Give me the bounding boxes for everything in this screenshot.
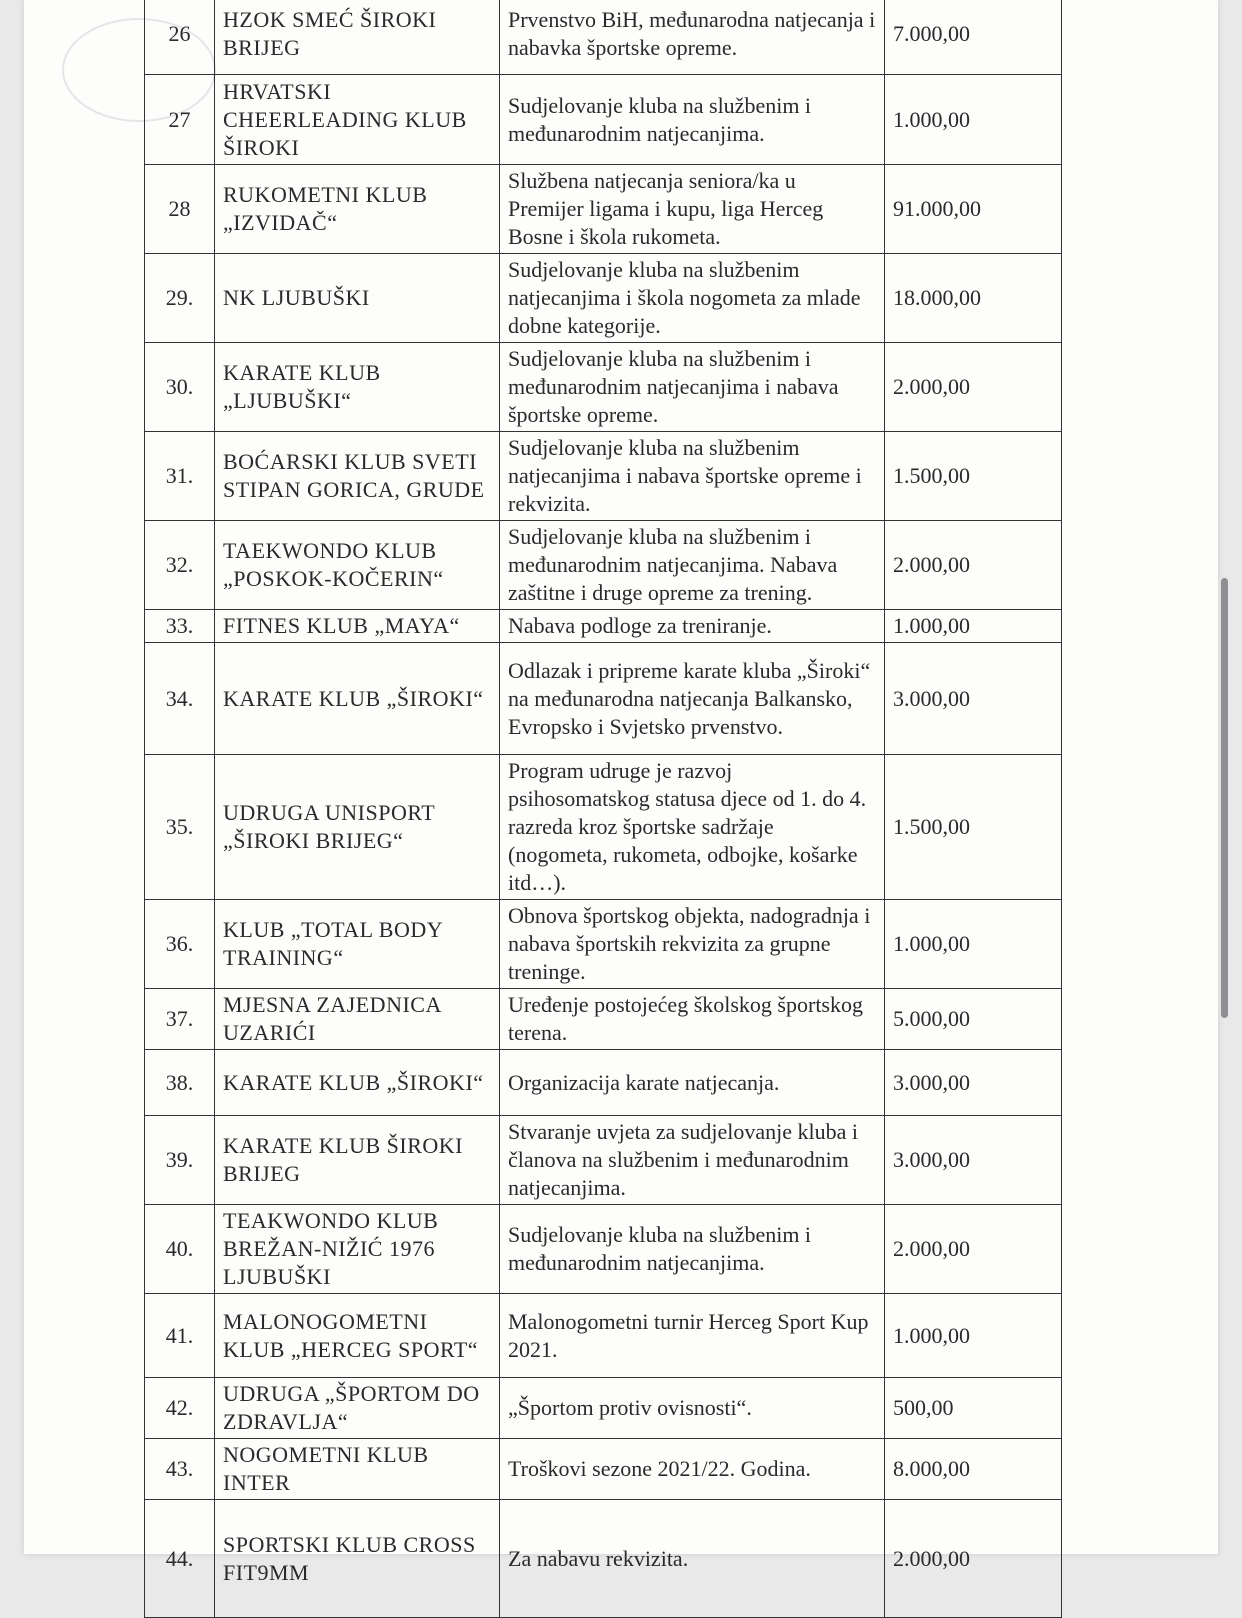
- row-number: 34.: [145, 643, 215, 755]
- club-name: HZOK SMEĆ ŠIROKI BRIJEG: [215, 0, 500, 75]
- club-name: MJESNA ZAJEDNICA UZARIĆI: [215, 989, 500, 1050]
- club-name: KARATE KLUB „ŠIROKI“: [215, 643, 500, 755]
- row-number: 41.: [145, 1294, 215, 1378]
- grant-amount: 1.000,00: [885, 610, 1062, 643]
- club-name: HRVATSKI CHEERLEADING KLUB ŠIROKI: [215, 75, 500, 165]
- activity-description: Malonogometni turnir Herceg Sport Kup 2021.: [500, 1294, 885, 1378]
- table-row: [145, 165, 1062, 254]
- row-number: 27: [145, 75, 215, 165]
- document-page: [24, 0, 1218, 1585]
- grant-amount: 2.000,00: [885, 1205, 1062, 1294]
- club-name: TEAKWONDO KLUB BREŽAN-NIŽIĆ 1976 LJUBUŠKI: [215, 1205, 500, 1294]
- table-row: [145, 1116, 1062, 1205]
- row-number: 40.: [145, 1205, 215, 1294]
- table-row: [145, 1205, 1062, 1294]
- club-name: KARATE KLUB „LJUBUŠKI“: [215, 343, 500, 432]
- table-row: [145, 75, 1062, 165]
- grant-amount: 8.000,00: [885, 1439, 1062, 1500]
- club-name: NK LJUBUŠKI: [215, 254, 500, 343]
- grant-amount: 18.000,00: [885, 254, 1062, 343]
- club-name: BOĆARSKI KLUB SVETI STIPAN GORICA, GRUDE: [215, 432, 500, 521]
- grant-amount: 3.000,00: [885, 1116, 1062, 1205]
- grant-amount: 2.000,00: [885, 521, 1062, 610]
- activity-description: Program udruge je razvoj psihosomatskog statusa djece od 1. do 4. razreda kroz športske sadržaje (nogometa, rukometa, odbojke, košarke itd…).: [500, 755, 885, 900]
- table-row: [145, 755, 1062, 900]
- club-name: MALONOGOMETNI KLUB „HERCEG SPORT“: [215, 1294, 500, 1378]
- row-number: 37.: [145, 989, 215, 1050]
- activity-description: „Športom protiv ovisnosti“.: [500, 1378, 885, 1439]
- table-row: [145, 1294, 1062, 1378]
- table-body: [145, 0, 1062, 1618]
- table-row: [145, 432, 1062, 521]
- club-name: KARATE KLUB ŠIROKI BRIJEG: [215, 1116, 500, 1205]
- row-number: 28: [145, 165, 215, 254]
- grant-amount: 1.000,00: [885, 75, 1062, 165]
- activity-description: Za nabavu rekvizita.: [500, 1500, 885, 1618]
- row-number: 30.: [145, 343, 215, 432]
- grant-amount: 3.000,00: [885, 1050, 1062, 1116]
- grant-amount: 2.000,00: [885, 343, 1062, 432]
- table-row: [145, 343, 1062, 432]
- table-row: [145, 0, 1062, 75]
- table-row: [145, 1439, 1062, 1500]
- grant-amount: 7.000,00: [885, 0, 1062, 75]
- club-name: KLUB „TOTAL BODY TRAINING“: [215, 900, 500, 989]
- scrollbar-thumb[interactable]: [1221, 578, 1228, 1018]
- table-row: [145, 1378, 1062, 1439]
- row-number: 29.: [145, 254, 215, 343]
- grant-amount: 500,00: [885, 1378, 1062, 1439]
- grant-amount: 5.000,00: [885, 989, 1062, 1050]
- club-name: UDRUGA UNISPORT „ŠIROKI BRIJEG“: [215, 755, 500, 900]
- club-name: UDRUGA „ŠPORTOM DO ZDRAVLJA“: [215, 1378, 500, 1439]
- grant-amount: 2.000,00: [885, 1500, 1062, 1618]
- activity-description: Stvaranje uvjeta za sudjelovanje kluba i članova na službenim i međunarodnim natjecanjima.: [500, 1116, 885, 1205]
- table-row: [145, 1500, 1062, 1618]
- club-name: NOGOMETNI KLUB INTER: [215, 1439, 500, 1500]
- row-number: 42.: [145, 1378, 215, 1439]
- activity-description: Troškovi sezone 2021/22. Godina.: [500, 1439, 885, 1500]
- table-row: [145, 521, 1062, 610]
- table-row: [145, 254, 1062, 343]
- activity-description: Sudjelovanje kluba na službenim natjecanjima i škola nogometa za mlade dobne kategorije.: [500, 254, 885, 343]
- club-name: FITNES KLUB „MAYA“: [215, 610, 500, 643]
- activity-description: Službena natjecanja seniora/ka u Premijer ligama i kupu, liga Herceg Bosne i škola rukometa.: [500, 165, 885, 254]
- grant-amount: 91.000,00: [885, 165, 1062, 254]
- activity-description: Sudjelovanje kluba na službenim i međunarodnim natjecanjima i nabava športske opreme.: [500, 343, 885, 432]
- activity-description: Prvenstvo BiH, međunarodna natjecanja i nabavka športske opreme.: [500, 0, 885, 75]
- row-number: 43.: [145, 1439, 215, 1500]
- activity-description: Sudjelovanje kluba na službenim natjecanjima i nabava športske opreme i rekvizita.: [500, 432, 885, 521]
- row-number: 38.: [145, 1050, 215, 1116]
- row-number: 36.: [145, 900, 215, 989]
- table-row: [145, 989, 1062, 1050]
- row-number: 26: [145, 0, 215, 75]
- row-number: 32.: [145, 521, 215, 610]
- grant-amount: 1.500,00: [885, 755, 1062, 900]
- activity-description: Sudjelovanje kluba na službenim i međunarodnim natjecanjima.: [500, 75, 885, 165]
- row-number: 39.: [145, 1116, 215, 1205]
- table-row: [145, 643, 1062, 755]
- activity-description: Sudjelovanje kluba na službenim i međunarodnim natjecanjima. Nabava zaštitne i druge opreme za trening.: [500, 521, 885, 610]
- club-name: RUKOMETNI KLUB „IZVIDAČ“: [215, 165, 500, 254]
- grant-amount: 1.000,00: [885, 1294, 1062, 1378]
- row-number: 33.: [145, 610, 215, 643]
- row-number: 31.: [145, 432, 215, 521]
- activity-description: Organizacija karate natjecanja.: [500, 1050, 885, 1116]
- grants-table: [144, 0, 1062, 1618]
- activity-description: Sudjelovanje kluba na službenim i međunarodnim natjecanjima.: [500, 1205, 885, 1294]
- club-name: KARATE KLUB „ŠIROKI“: [215, 1050, 500, 1116]
- grant-amount: 1.000,00: [885, 900, 1062, 989]
- table-row: [145, 610, 1062, 643]
- row-number: 44.: [145, 1500, 215, 1618]
- activity-description: Obnova športskog objekta, nadogradnja i nabava športskih rekvizita za grupne treninge.: [500, 900, 885, 989]
- grant-amount: 1.500,00: [885, 432, 1062, 521]
- table-row: [145, 900, 1062, 989]
- club-name: SPORTSKI KLUB CROSS FIT9MM: [215, 1500, 500, 1618]
- club-name: TAEKWONDO KLUB „POSKOK-KOČERIN“: [215, 521, 500, 610]
- grant-amount: 3.000,00: [885, 643, 1062, 755]
- table-row: [145, 1050, 1062, 1116]
- row-number: 35.: [145, 755, 215, 900]
- activity-description: Uređenje postojećeg školskog športskog terena.: [500, 989, 885, 1050]
- activity-description: Nabava podloge za treniranje.: [500, 610, 885, 643]
- activity-description: Odlazak i pripreme karate kluba „Široki“ na međunarodna natjecanja Balkansko, Evropsko i Svjetsko prvenstvo.: [500, 643, 885, 755]
